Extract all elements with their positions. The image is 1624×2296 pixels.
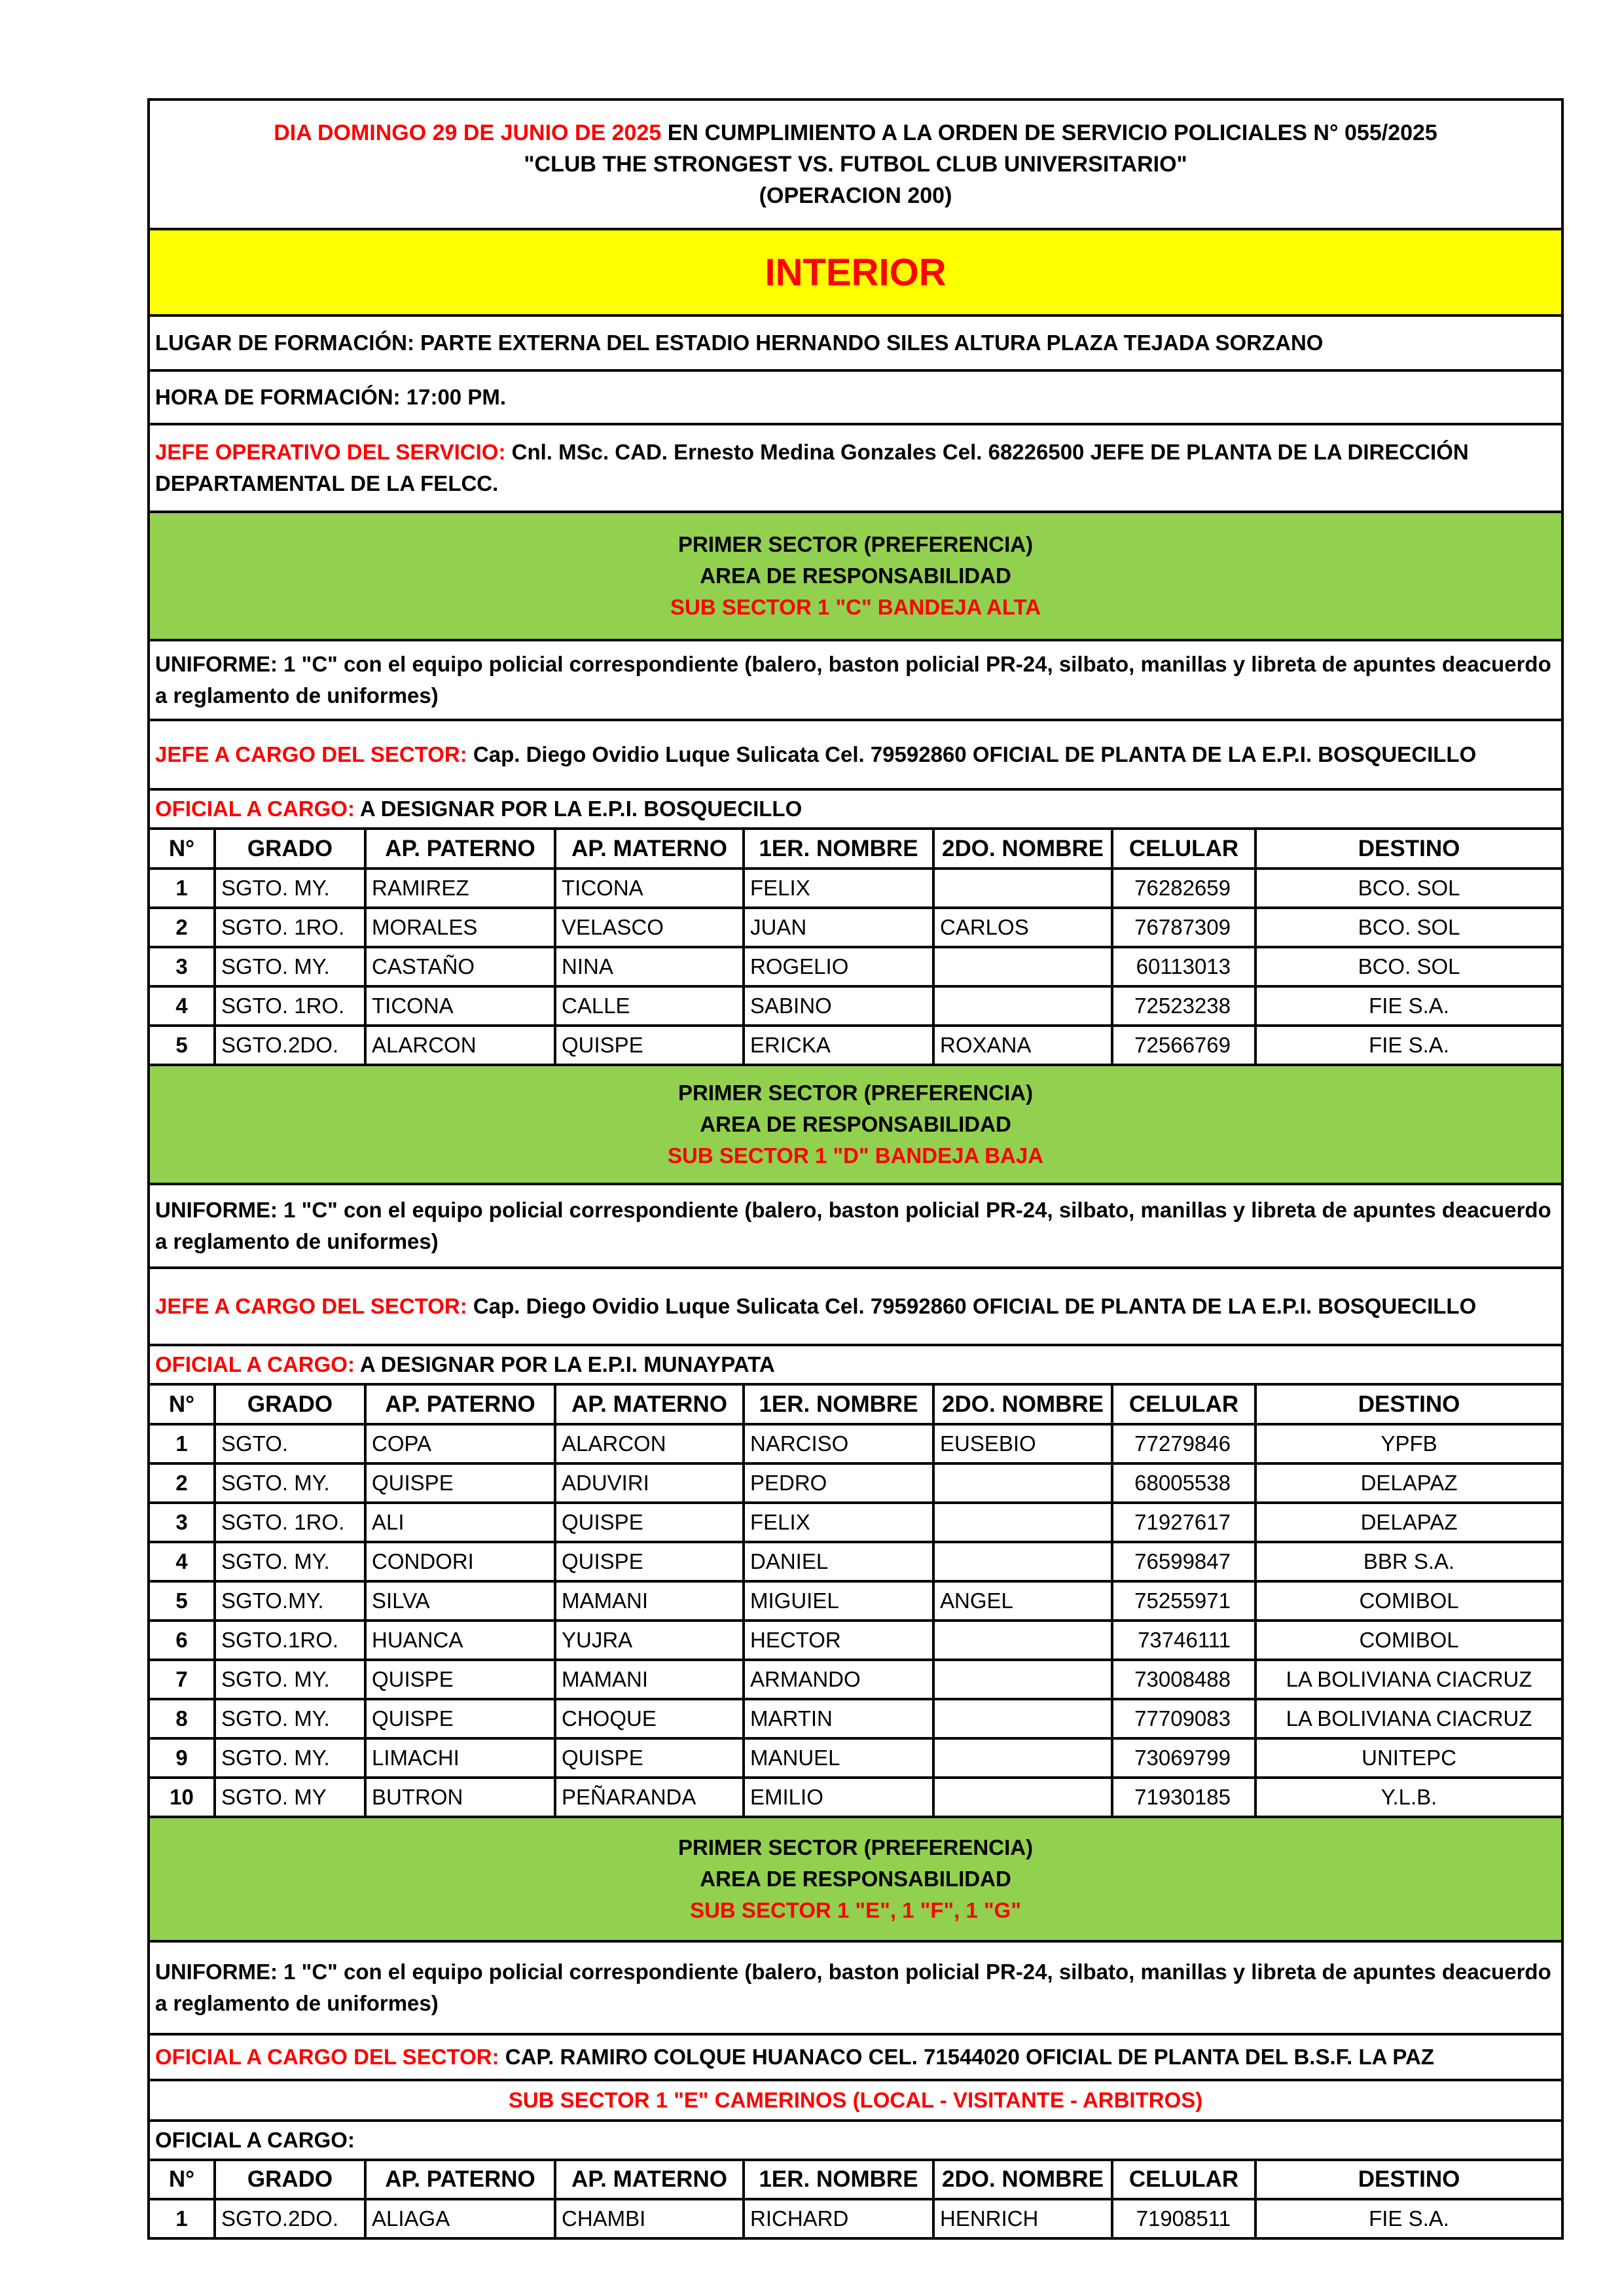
- row-number: 4: [149, 1542, 215, 1581]
- row-phone: 73069799: [1112, 1738, 1255, 1778]
- officer-row: [149, 2121, 1562, 2160]
- subsector-row: [149, 2080, 1562, 2121]
- row-phone: 77709083: [1112, 1699, 1255, 1738]
- sector-title: [149, 1817, 1562, 1941]
- formation-time: HORA DE FORMACIÓN: 17:00 PM.: [149, 370, 1562, 424]
- row-phone: 71908511: [1112, 2199, 1255, 2238]
- row-second-name: [933, 1778, 1112, 1817]
- row-destination: DELAPAZ: [1255, 1503, 1562, 1542]
- table-row: [149, 1621, 1562, 1660]
- col-header: N°: [149, 1384, 215, 1424]
- row-grade: SGTO. MY.: [215, 869, 365, 908]
- row-phone: 72566769: [1112, 1026, 1255, 1065]
- uniform-row: [149, 1184, 1562, 1268]
- col-header: 2DO. NOMBRE: [933, 2160, 1112, 2199]
- col-header: AP. MATERNO: [555, 829, 744, 869]
- row-second-name: EUSEBIO: [933, 1424, 1112, 1463]
- row-destination: BCO. SOL: [1255, 947, 1562, 986]
- sector-chief-row: [149, 720, 1562, 789]
- row-grade: SGTO. MY.: [215, 1542, 365, 1581]
- row-first-name: MANUEL: [744, 1738, 933, 1778]
- row-maternal-surname: MAMANI: [555, 1581, 744, 1621]
- row-phone: 73746111: [1112, 1621, 1255, 1660]
- sector-chief-label: JEFE A CARGO DEL SECTOR:: [155, 1294, 467, 1318]
- sector-header: [149, 1817, 1562, 1941]
- sector-title-1: PRIMER SECTOR (PREFERENCIA): [677, 1081, 1034, 1105]
- row-phone: 72523238: [1112, 986, 1255, 1026]
- officer-label: OFICIAL A CARGO:: [155, 2128, 355, 2152]
- row-number: 10: [149, 1778, 215, 1817]
- row-grade: SGTO.2DO.: [215, 2199, 365, 2238]
- row-second-name: [933, 1660, 1112, 1699]
- row-maternal-surname: NINA: [555, 947, 744, 986]
- row-destination: Y.L.B.: [1255, 1778, 1562, 1817]
- row-phone: 71927617: [1112, 1503, 1255, 1542]
- subsector-title: SUB SECTOR 1 "E", 1 "F", 1 "G": [690, 1898, 1021, 1922]
- row-maternal-surname: PEÑARANDA: [555, 1778, 744, 1817]
- uniform-text: UNIFORME: 1 "C" con el equipo policial correspondiente (balero, baston policial PR-24, silbato, manillas y libreta de apuntes deacuerdo a reglamento de uniformes): [149, 1941, 1562, 2034]
- row-number: 5: [149, 1581, 215, 1621]
- personnel-rows: [149, 1424, 1562, 1817]
- row-maternal-surname: CHAMBI: [555, 2199, 744, 2238]
- sector-chief-text: Cap. Diego Ovidio Luque Sulicata Cel. 79592860 OFICIAL DE PLANTA DE LA E.P.I. BOSQUECILLO: [467, 742, 1477, 766]
- row-phone: 60113013: [1112, 947, 1255, 986]
- row-number: 8: [149, 1699, 215, 1738]
- row-second-name: [933, 947, 1112, 986]
- col-header: CELULAR: [1112, 1384, 1255, 1424]
- row-number: 9: [149, 1738, 215, 1778]
- uniform-row: [149, 640, 1562, 720]
- row-grade: SGTO. 1RO.: [215, 986, 365, 1026]
- row-first-name: ROGELIO: [744, 947, 933, 986]
- row-destination: FIE S.A.: [1255, 2199, 1562, 2238]
- row-number: 1: [149, 2199, 215, 2238]
- table-row: [149, 1463, 1562, 1503]
- row-first-name: ARMANDO: [744, 1660, 933, 1699]
- table-row: [149, 869, 1562, 908]
- officer-label: OFICIAL A CARGO:: [155, 797, 355, 821]
- uniform-text: UNIFORME: 1 "C" con el equipo policial correspondiente (balero, baston policial PR-24, silbato, manillas y libreta de apuntes deacuerdo a reglamento de uniformes): [149, 1184, 1562, 1268]
- row-second-name: [933, 1463, 1112, 1503]
- row-paternal-surname: TICONA: [365, 986, 555, 1026]
- column-header-row: [149, 829, 1562, 869]
- sector-chief: [149, 2034, 1562, 2080]
- date-line: DIA DOMINGO 29 DE JUNIO DE 2025: [274, 120, 662, 145]
- row-maternal-surname: TICONA: [555, 869, 744, 908]
- row-destination: BCO. SOL: [1255, 869, 1562, 908]
- row-grade: SGTO.: [215, 1424, 365, 1463]
- col-header: AP. MATERNO: [555, 1384, 744, 1424]
- row-maternal-surname: QUISPE: [555, 1738, 744, 1778]
- row-destination: COMIBOL: [1255, 1621, 1562, 1660]
- sector-title-2: AREA DE RESPONSABILIDAD: [700, 1867, 1011, 1891]
- col-header: GRADO: [215, 829, 365, 869]
- row-destination: FIE S.A.: [1255, 986, 1562, 1026]
- row-number: 7: [149, 1660, 215, 1699]
- row-destination: LA BOLIVIANA CIACRUZ: [1255, 1660, 1562, 1699]
- row-grade: SGTO. MY: [215, 1778, 365, 1817]
- row-destination: YPFB: [1255, 1424, 1562, 1463]
- col-header: 2DO. NOMBRE: [933, 829, 1112, 869]
- row-paternal-surname: QUISPE: [365, 1463, 555, 1503]
- hora-row: [149, 370, 1562, 424]
- row-number: 2: [149, 908, 215, 947]
- officer-text: A DESIGNAR POR LA E.P.I. MUNAYPATA: [354, 1352, 775, 1376]
- row-second-name: [933, 1542, 1112, 1581]
- row-maternal-surname: QUISPE: [555, 1503, 744, 1542]
- interior-row: [149, 229, 1562, 315]
- row-grade: SGTO. MY.: [215, 1463, 365, 1503]
- row-paternal-surname: MORALES: [365, 908, 555, 947]
- row-grade: SGTO.1RO.: [215, 1621, 365, 1660]
- row-second-name: [933, 986, 1112, 1026]
- row-first-name: MIGUIEL: [744, 1581, 933, 1621]
- row-destination: DELAPAZ: [1255, 1463, 1562, 1503]
- sector-chief-row: [149, 2034, 1562, 2080]
- sector-chief: [149, 720, 1562, 789]
- column-header-row: [149, 1384, 1562, 1424]
- row-grade: SGTO. MY.: [215, 1699, 365, 1738]
- row-maternal-surname: YUJRA: [555, 1621, 744, 1660]
- chief-operative: [149, 424, 1562, 512]
- row-second-name: [933, 1738, 1112, 1778]
- sector-chief-label: OFICIAL A CARGO DEL SECTOR:: [155, 2045, 499, 2069]
- row-grade: SGTO.MY.: [215, 1581, 365, 1621]
- row-first-name: MARTIN: [744, 1699, 933, 1738]
- row-maternal-surname: CHOQUE: [555, 1699, 744, 1738]
- order-line: EN CUMPLIMIENTO A LA ORDEN DE SERVICIO POLICIALES N° 055/2025: [661, 120, 1437, 145]
- col-header: 1ER. NOMBRE: [744, 829, 933, 869]
- operation-line: (OPERACION 200): [759, 183, 952, 208]
- officer-in-charge: [149, 789, 1562, 829]
- row-first-name: RICHARD: [744, 2199, 933, 2238]
- col-header: 2DO. NOMBRE: [933, 1384, 1112, 1424]
- sector-header: [149, 512, 1562, 640]
- row-destination: UNITEPC: [1255, 1738, 1562, 1778]
- col-header: AP. PATERNO: [365, 2160, 555, 2199]
- subsector-label: SUB SECTOR 1 "E" CAMERINOS (LOCAL - VISITANTE - ARBITROS): [149, 2080, 1562, 2121]
- row-destination: FIE S.A.: [1255, 1026, 1562, 1065]
- row-first-name: FELIX: [744, 869, 933, 908]
- sector-chief-text: Cap. Diego Ovidio Luque Sulicata Cel. 79592860 OFICIAL DE PLANTA DE LA E.P.I. BOSQUECILLO: [467, 1294, 1477, 1318]
- row-first-name: FELIX: [744, 1503, 933, 1542]
- row-paternal-surname: ALIAGA: [365, 2199, 555, 2238]
- sector-chief-text: CAP. RAMIRO COLQUE HUANACO CEL. 71544020 OFICIAL DE PLANTA DEL B.S.F. LA PAZ: [499, 2045, 1434, 2069]
- row-phone: 76599847: [1112, 1542, 1255, 1581]
- sector-title: [149, 1065, 1562, 1184]
- interior-label: INTERIOR: [149, 229, 1562, 315]
- row-phone: 68005538: [1112, 1463, 1255, 1503]
- table-row: [149, 1581, 1562, 1621]
- col-header: 1ER. NOMBRE: [744, 2160, 933, 2199]
- row-paternal-surname: ALI: [365, 1503, 555, 1542]
- column-header-row: [149, 2160, 1562, 2199]
- sector-chief-row: [149, 1268, 1562, 1345]
- row-maternal-surname: VELASCO: [555, 908, 744, 947]
- row-paternal-surname: HUANCA: [365, 1621, 555, 1660]
- row-second-name: [933, 1503, 1112, 1542]
- col-header: N°: [149, 829, 215, 869]
- row-grade: SGTO. MY.: [215, 1660, 365, 1699]
- col-header: 1ER. NOMBRE: [744, 1384, 933, 1424]
- row-phone: 75255971: [1112, 1581, 1255, 1621]
- sector-title-1: PRIMER SECTOR (PREFERENCIA): [677, 1835, 1034, 1859]
- row-phone: 76787309: [1112, 908, 1255, 947]
- row-number: 5: [149, 1026, 215, 1065]
- row-second-name: [933, 1621, 1112, 1660]
- sector-title-2: AREA DE RESPONSABILIDAD: [700, 1112, 1011, 1136]
- table-row: [149, 947, 1562, 986]
- row-number: 1: [149, 869, 215, 908]
- table-row: [149, 1542, 1562, 1581]
- row-destination: COMIBOL: [1255, 1581, 1562, 1621]
- row-paternal-surname: LIMACHI: [365, 1738, 555, 1778]
- row-number: 6: [149, 1621, 215, 1660]
- officer-row: [149, 1345, 1562, 1384]
- row-second-name: CARLOS: [933, 908, 1112, 947]
- row-maternal-surname: MAMANI: [555, 1660, 744, 1699]
- col-header: DESTINO: [1255, 1384, 1562, 1424]
- row-paternal-surname: BUTRON: [365, 1778, 555, 1817]
- col-header: N°: [149, 2160, 215, 2199]
- row-phone: 77279846: [1112, 1424, 1255, 1463]
- formation-place: LUGAR DE FORMACIÓN: PARTE EXTERNA DEL ESTADIO HERNANDO SILES ALTURA PLAZA TEJADA SORZANO: [149, 315, 1562, 370]
- match-line: "CLUB THE STRONGEST VS. FUTBOL CLUB UNIVERSITARIO": [524, 152, 1187, 177]
- personnel-rows: [149, 869, 1562, 1065]
- uniform-text: UNIFORME: 1 "C" con el equipo policial correspondiente (balero, baston policial PR-24, silbato, manillas y libreta de apuntes deacuerdo a reglamento de uniformes): [149, 640, 1562, 720]
- header-row: [149, 99, 1562, 229]
- row-grade: SGTO.2DO.: [215, 1026, 365, 1065]
- officer-in-charge: [149, 2121, 1562, 2160]
- row-first-name: ERICKA: [744, 1026, 933, 1065]
- table-row: [149, 986, 1562, 1026]
- col-header: AP. PATERNO: [365, 1384, 555, 1424]
- officer-in-charge: [149, 1345, 1562, 1384]
- uniform-row: [149, 1941, 1562, 2034]
- row-grade: SGTO. 1RO.: [215, 1503, 365, 1542]
- lugar-row: [149, 315, 1562, 370]
- chief-operative-label: JEFE OPERATIVO DEL SERVICIO:: [155, 440, 506, 464]
- subsector-title: SUB SECTOR 1 "C" BANDEJA ALTA: [670, 595, 1041, 619]
- table-row: [149, 1699, 1562, 1738]
- personnel-rows: [149, 2199, 1562, 2238]
- row-paternal-surname: QUISPE: [365, 1699, 555, 1738]
- row-first-name: JUAN: [744, 908, 933, 947]
- row-second-name: [933, 1699, 1112, 1738]
- row-first-name: SABINO: [744, 986, 933, 1026]
- subsector-title: SUB SECTOR 1 "D" BANDEJA BAJA: [668, 1143, 1044, 1168]
- row-paternal-surname: ALARCON: [365, 1026, 555, 1065]
- col-header: AP. MATERNO: [555, 2160, 744, 2199]
- col-header: DESTINO: [1255, 829, 1562, 869]
- row-number: 4: [149, 986, 215, 1026]
- row-grade: SGTO. MY.: [215, 1738, 365, 1778]
- row-phone: 71930185: [1112, 1778, 1255, 1817]
- col-header: AP. PATERNO: [365, 829, 555, 869]
- table-row: [149, 1660, 1562, 1699]
- table-row: [149, 1738, 1562, 1778]
- sector-chief-label: JEFE A CARGO DEL SECTOR:: [155, 742, 467, 766]
- row-maternal-surname: ALARCON: [555, 1424, 744, 1463]
- col-header: CELULAR: [1112, 829, 1255, 869]
- service-order-table: [147, 98, 1564, 2240]
- jefe-operativo-row: [149, 424, 1562, 512]
- row-maternal-surname: CALLE: [555, 986, 744, 1026]
- row-phone: 76282659: [1112, 869, 1255, 908]
- table-row: [149, 908, 1562, 947]
- row-number: 2: [149, 1463, 215, 1503]
- row-first-name: HECTOR: [744, 1621, 933, 1660]
- row-number: 1: [149, 1424, 215, 1463]
- row-first-name: PEDRO: [744, 1463, 933, 1503]
- sector-chief: [149, 1268, 1562, 1345]
- row-grade: SGTO. MY.: [215, 947, 365, 986]
- row-grade: SGTO. 1RO.: [215, 908, 365, 947]
- row-paternal-surname: COPA: [365, 1424, 555, 1463]
- row-first-name: DANIEL: [744, 1542, 933, 1581]
- officer-text: A DESIGNAR POR LA E.P.I. BOSQUECILLO: [354, 797, 803, 821]
- row-maternal-surname: QUISPE: [555, 1026, 744, 1065]
- row-second-name: ANGEL: [933, 1581, 1112, 1621]
- sector-title: [149, 512, 1562, 640]
- row-maternal-surname: ADUVIRI: [555, 1463, 744, 1503]
- sector-header: [149, 1065, 1562, 1184]
- table-row: [149, 1026, 1562, 1065]
- row-second-name: ROXANA: [933, 1026, 1112, 1065]
- officer-row: [149, 789, 1562, 829]
- row-paternal-surname: CONDORI: [365, 1542, 555, 1581]
- chief-operative-text: Cnl. MSc. CAD. Ernesto Medina Gonzales Cel. 68226500 JEFE DE PLANTA DE LA DIRECCIÓN DEPARTAMENTAL DE LA FELCC.: [155, 440, 1469, 495]
- row-maternal-surname: QUISPE: [555, 1542, 744, 1581]
- row-phone: 73008488: [1112, 1660, 1255, 1699]
- officer-label: OFICIAL A CARGO:: [155, 1352, 355, 1376]
- table-row: [149, 2199, 1562, 2238]
- document-sheet: [147, 98, 1561, 2240]
- row-destination: BCO. SOL: [1255, 908, 1562, 947]
- row-number: 3: [149, 947, 215, 986]
- col-header: GRADO: [215, 1384, 365, 1424]
- row-paternal-surname: SILVA: [365, 1581, 555, 1621]
- row-paternal-surname: RAMIREZ: [365, 869, 555, 908]
- row-first-name: NARCISO: [744, 1424, 933, 1463]
- row-destination: BBR S.A.: [1255, 1542, 1562, 1581]
- row-second-name: [933, 869, 1112, 908]
- row-paternal-surname: QUISPE: [365, 1660, 555, 1699]
- row-number: 3: [149, 1503, 215, 1542]
- sector-title-1: PRIMER SECTOR (PREFERENCIA): [677, 532, 1034, 556]
- col-header: DESTINO: [1255, 2160, 1562, 2199]
- row-paternal-surname: CASTAÑO: [365, 947, 555, 986]
- sector-title-2: AREA DE RESPONSABILIDAD: [700, 564, 1011, 588]
- col-header: CELULAR: [1112, 2160, 1255, 2199]
- document-title: [149, 99, 1562, 229]
- row-second-name: HENRICH: [933, 2199, 1112, 2238]
- table-row: [149, 1503, 1562, 1542]
- row-first-name: EMILIO: [744, 1778, 933, 1817]
- col-header: GRADO: [215, 2160, 365, 2199]
- row-destination: LA BOLIVIANA CIACRUZ: [1255, 1699, 1562, 1738]
- table-row: [149, 1424, 1562, 1463]
- table-row: [149, 1778, 1562, 1817]
